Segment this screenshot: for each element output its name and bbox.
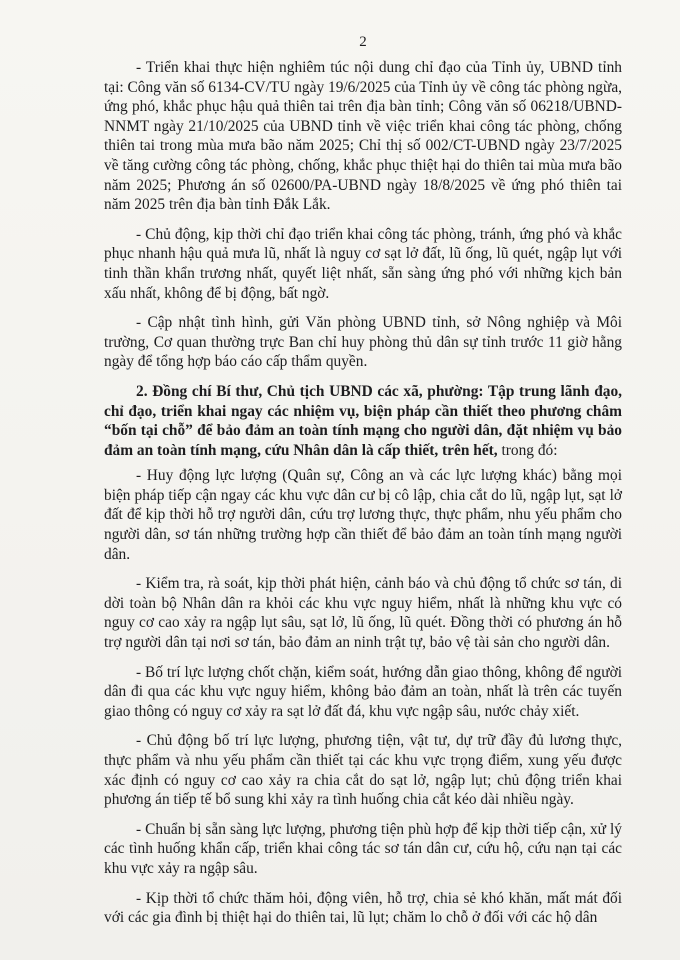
item-mobilize-forces: - Huy động lực lượng (Quân sự, Công an và các lực lượng khác) bằng mọi biện pháp tiếp cận ngay các khu vực dân cư bị cô lập, chia cắt do lũ, ngập lụt, sạt lở đất để kịp thời hỗ trợ người dân, cứu trợ lương thực, thực phẩm, nhu yếu phẩm cho người dân, sơ tán những trường hợp cần thiết để bảo đảm an toàn tính mạng người dân. xyxy=(104,467,622,563)
item-stockpile-supplies: - Chủ động bố trí lực lượng, phương tiện, vật tư, dự trữ đầy đủ lương thực, thực phẩm và nhu yếu phẩm cần thiết tại các khu vực trọng điểm, xung yếu được xác định có nguy cơ cao xảy ra chia cắt do sạt lở, ngập lụt; chủ động triển khai phương án tiếp tế bổ sung khi xảy ra tình huống chia cắt kéo dài nhiều ngày. xyxy=(104,732,622,809)
item-rescue-readiness: - Chuẩn bị sẵn sàng lực lượng, phương tiện phù hợp để kịp thời tiếp cận, xử lý các tình huống khẩn cấp, triển khai công tác sơ tán dân cư, cứu hộ, cứu nạn tại các khu vực xảy ra ngập sâu. xyxy=(104,820,622,877)
section-2-heading xyxy=(104,382,622,460)
paragraph-implement-directives: - Triển khai thực hiện nghiêm túc nội dung chỉ đạo của Tỉnh ủy, UBND tỉnh tại: Công văn số 6134-CV/TU ngày 19/6/2025 của Tỉnh ủy về công tác phòng ngừa, ứng phó, khắc phục hậu quả thiên tai trên địa bàn tỉnh; Công văn số 06218/UBND-NNMT ngày 21/10/2025 của UBND tỉnh về việc triển khai công tác phòng, chống thiên tai trong mùa mưa bão năm 2025; Chỉ thị số 002/CT-UBND ngày 23/7/2025 về tăng cường công tác phòng, chống, khắc phục thiệt hại do thiên tai mùa mưa bão năm 2025; Phương án số 02600/PA-UBND ngày 18/8/2025 về ứng phó thiên tai năm 2025 trên địa bàn tỉnh Đắk Lắk. xyxy=(104,59,623,214)
paragraph-daily-report: - Cập nhật tình hình, gửi Văn phòng UBND tỉnh, sở Nông nghiệp và Môi trường, Cơ quan thường trực Ban chỉ huy phòng thủ dân sự tỉnh trước 11 giờ hằng ngày để tổng hợp báo cáo cấp thẩm quyền. xyxy=(104,314,622,371)
page-number: 2 xyxy=(359,34,367,50)
section-2-lead-tail: trong đó: xyxy=(501,441,558,459)
paragraph-proactive-response: - Chủ động, kịp thời chỉ đạo triển khai công tác phòng, tránh, ứng phó và khắc phục nhanh hậu quả mưa lũ, nhất là nguy cơ sạt lở đất, lũ ống, lũ quét, ngập lụt với tinh thần khẩn trương nhất, quyết liệt nhất, sẵn sàng ứng phó với những kịch bản xấu nhất, không để bị động, bất ngờ. xyxy=(104,225,622,302)
item-evacuate-residents: - Kiểm tra, rà soát, kịp thời phát hiện, cảnh báo và chủ động tổ chức sơ tán, di dời toàn bộ Nhân dân ra khỏi các khu vực nguy hiểm, nhất là những khu vực có nguy cơ cao xảy ra ngập lụt sâu, sạt lở, lũ ống, lũ quét. Đồng thời có phương án hỗ trợ người dân tại nơi sơ tán, bảo đảm an ninh trật tự, bảo vệ tài sản cho người dân. xyxy=(104,575,622,652)
item-traffic-control: - Bố trí lực lượng chốt chặn, kiểm soát, hướng dẫn giao thông, không để người dân đi qua các khu vực nguy hiểm, không bảo đảm an toàn, nhất là trên các tuyến giao thông có nguy cơ xảy ra sạt lở đất đá, khu vực ngập sâu, nước chảy xiết. xyxy=(104,663,622,720)
section-2-lead: 2. Đồng chí Bí thư, Chủ tịch UBND các xã, phường: Tập trung lãnh đạo, chỉ đạo, triển khai ngay các nhiệm vụ, biện pháp cần thiết theo phương châm “bốn tại chỗ” để bảo đảm an toàn tính mạng cho người dân, đặt nhiệm vụ bảo đảm an toàn tính mạng, cứu Nhân dân là cấp thiết, trên hết, xyxy=(104,382,622,459)
item-support-families: - Kịp thời tổ chức thăm hỏi, động viên, hỗ trợ, chia sẻ khó khăn, mất mát đối với các gia đình bị thiệt hại do thiên tai, lũ lụt; chăm lo chỗ ở đối với các hộ dân xyxy=(104,889,622,927)
